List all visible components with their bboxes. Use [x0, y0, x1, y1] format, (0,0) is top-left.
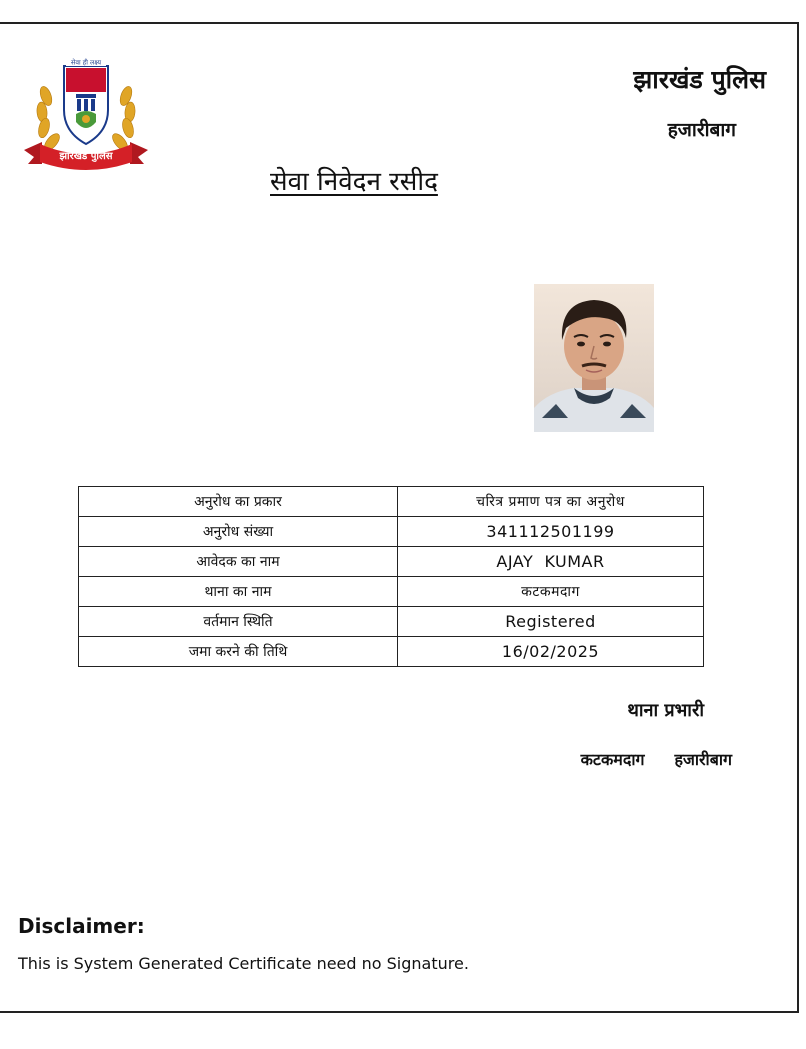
row-value-submission-date: 16/02/2025: [398, 637, 704, 667]
officer-district-name: हजारीबाग: [674, 750, 732, 769]
logo-ribbon-text: झारखंड पुलिस: [59, 151, 113, 162]
shield-icon: [64, 66, 108, 144]
officer-designation: थाना प्रभारी: [627, 700, 704, 721]
row-label-request-number: अनुरोध संख्या: [79, 517, 398, 547]
table-row: [79, 487, 704, 517]
row-label-request-type: अनुरोध का प्रकार: [79, 487, 398, 517]
row-label-applicant-name: आवेदक का नाम: [79, 547, 398, 577]
logo-motto: सेवा ही लक्ष्य: [70, 58, 102, 67]
row-label-current-status: वर्तमान स्थिति: [79, 607, 398, 637]
table-row: [79, 607, 704, 637]
row-value-request-number: 341112501199: [398, 517, 704, 547]
officer-station-line: [581, 748, 732, 770]
row-value-station-name: कटकमदाग: [398, 577, 704, 607]
application-details-table: [78, 486, 704, 667]
department-name: झारखंड पुलिस: [633, 65, 766, 94]
row-value-request-type: चरित्र प्रमाण पत्र का अनुरोध: [398, 487, 704, 517]
applicant-photo: [534, 284, 654, 432]
row-label-submission-date: जमा करने की तिथि: [79, 637, 398, 667]
row-value-applicant-name: AJAY KUMAR: [398, 547, 704, 577]
disclaimer-text: This is System Generated Certificate need no Signature.: [18, 954, 469, 973]
jharkhand-police-emblem: [20, 52, 152, 176]
disclaimer-heading: Disclaimer:: [18, 914, 145, 938]
table-row: [79, 637, 704, 667]
table-row: [79, 547, 704, 577]
officer-station-name: कटकमदाग: [580, 750, 645, 769]
document-title: सेवा निवेदन रसीद: [270, 167, 438, 197]
district-name: हजारीबाग: [667, 119, 736, 141]
table-row: [79, 517, 704, 547]
table-row: [79, 577, 704, 607]
row-value-current-status: Registered: [398, 607, 704, 637]
row-label-station-name: थाना का नाम: [79, 577, 398, 607]
